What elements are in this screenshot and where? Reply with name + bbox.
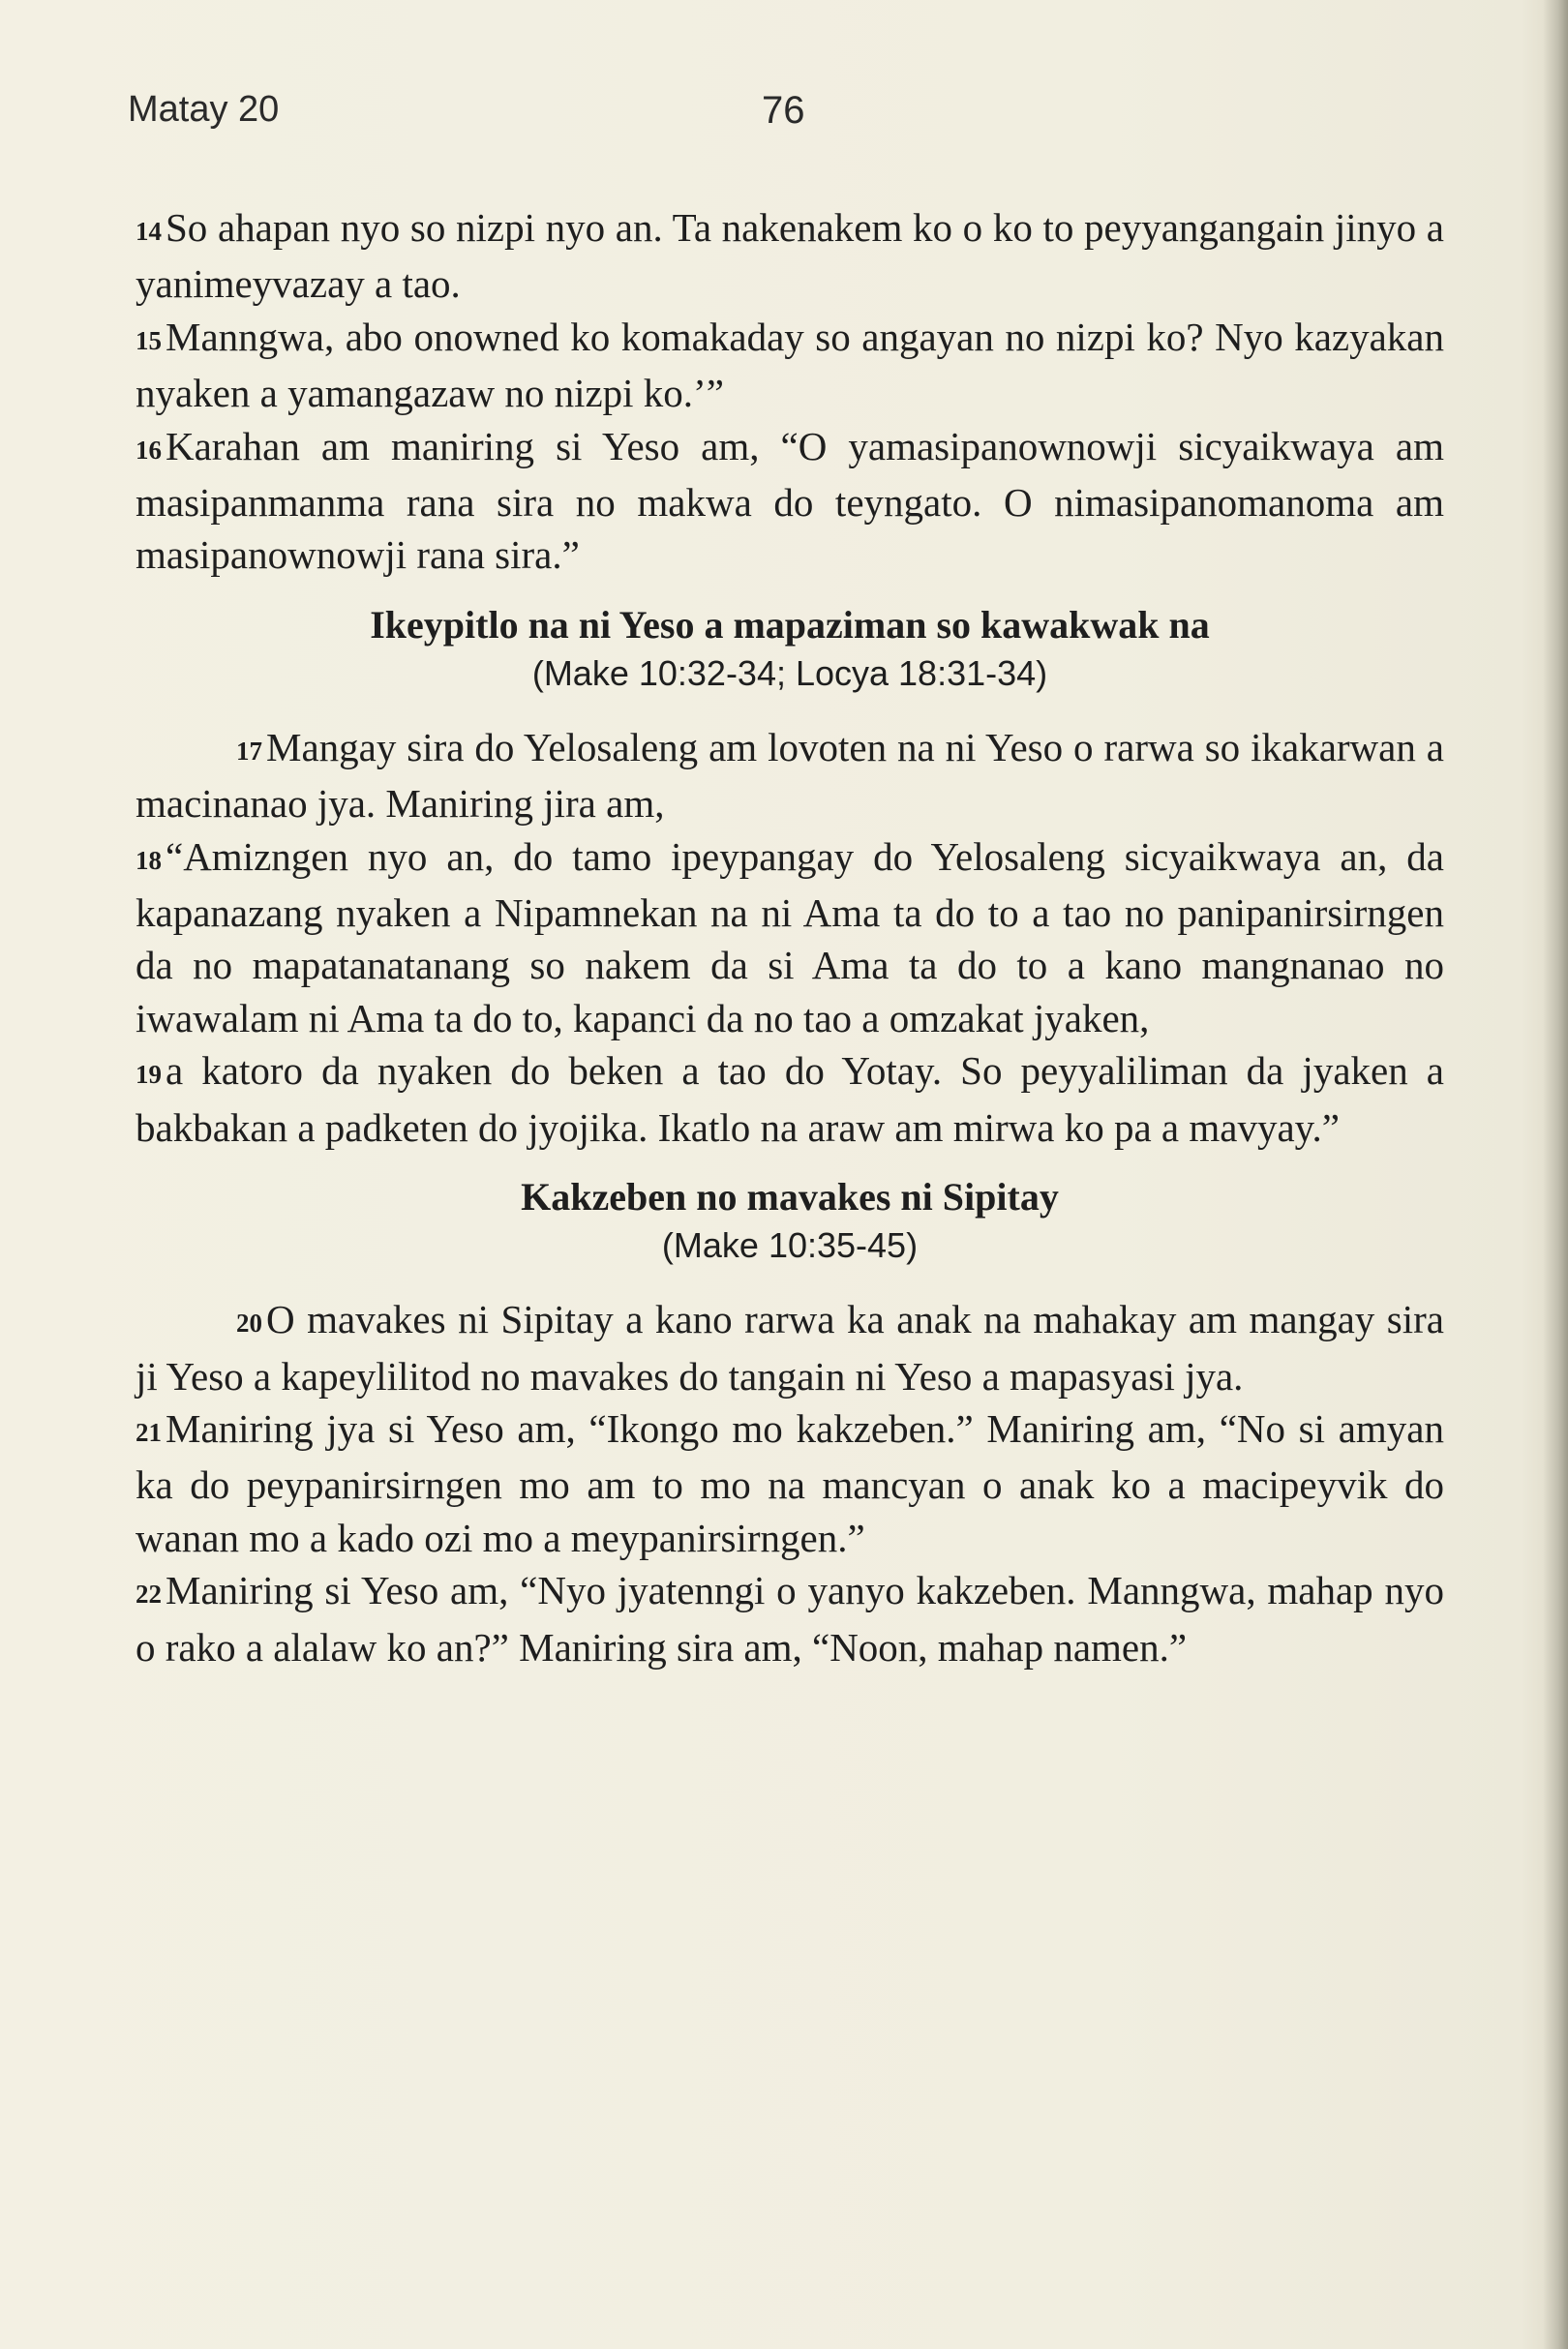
verse-text: O mavakes ni Sipitay a kano rarwa ka anak na mahakay am mangay sira ji Yeso a kapeylilitod no mavakes do tangain ni Yeso a mapasyasi jya. [136,1297,1444,1399]
verse-text: a katoro da nyaken do beken a tao do Yotay. So peyyaliliman da jyaken a bakbakan a padketen do jyojika. Ikatlo na araw am mirwa ko pa a mavyay.” [136,1048,1444,1150]
verse-18 [136,830,1444,1045]
verse-15 [136,311,1444,420]
verse-number: 18 [136,845,162,875]
verse-number: 20 [236,1309,262,1339]
verse-number: 17 [236,736,262,766]
section-heading: Kakzeben no mavakes ni Sipitay [521,1175,1059,1220]
cross-reference: (Make 10:35-45) [661,1225,919,1266]
verse-17 [136,721,1444,830]
verse-text: Manngwa, abo onowned ko komakaday so angayan no nizpi ko? Nyo kazyakan nyaken a yamangazaw no nizpi ko.’” [136,314,1444,416]
page-gutter-shadow [1543,0,1568,2349]
verse-text: Maniring si Yeso am, “Nyo jyatenngi o yanyo kakzeben. Manngwa, mahap nyo o rako a alalaw ko an?” Maniring sira am, “Noon, mahap namen.” [136,1568,1444,1670]
verse-number: 21 [136,1417,162,1447]
verse-16 [136,420,1444,582]
page-number: 76 [762,89,805,132]
verse-19 [136,1044,1444,1154]
verse-number: 16 [136,435,162,465]
main-text [136,201,1444,1673]
verse-text: “Amizngen nyo an, do tamo ipeypangay do Yelosaleng sicyaikwaya an, da kapanazang nyaken a Nipamnekan na ni Ama ta do to a tao no panipanirsirngen da no mapatanatanang so nakem da si Ama ta do to a kano mangnanao no iwawalam ni Ama ta do to, kapanci da no tao a omzakat jyaken, [136,833,1444,1040]
verse-number: 22 [136,1580,162,1610]
verse-number: 14 [136,217,162,246]
verse-number: 15 [136,325,162,355]
cross-reference: (Make 10:32-34; Locya 18:31-34) [531,652,1048,693]
verse-text: Maniring jya si Yeso am, “Ikongo mo kakzeben.” Maniring am, “No si amyan ka do peypanirsirngen mo am to mo na mancyan o anak ko a macipeyvik do wanan mo a kado ozi mo a meypanirsirngen.” [136,1405,1444,1560]
verse-text: So ahapan nyo so nizpi nyo an. Ta nakenakem ko o ko to peyyangangain jinyo a yanimeyvazay a tao. [136,205,1444,307]
running-header [128,89,1444,147]
verse-20 [136,1293,1444,1402]
verse-22 [136,1564,1444,1673]
verse-number: 19 [136,1060,162,1090]
verse-text: Mangay sira do Yelosaleng am lovoten na ni Yeso o rarwa so ikakarwan a macinanao jya. Maniring jira am, [136,724,1444,827]
verse-14 [136,201,1444,311]
verse-21 [136,1402,1444,1564]
verse-text: Karahan am maniring si Yeso am, “O yamasipanownowji sicyaikwaya am masipanmanma rana sira no makwa do teyngato. O nimasipanomanoma am masipanownowji rana sira.” [136,423,1444,578]
chapter-header: Matay 20 [128,89,280,130]
section-heading: Ikeypitlo na ni Yeso a mapaziman so kawakwak na [370,602,1210,647]
